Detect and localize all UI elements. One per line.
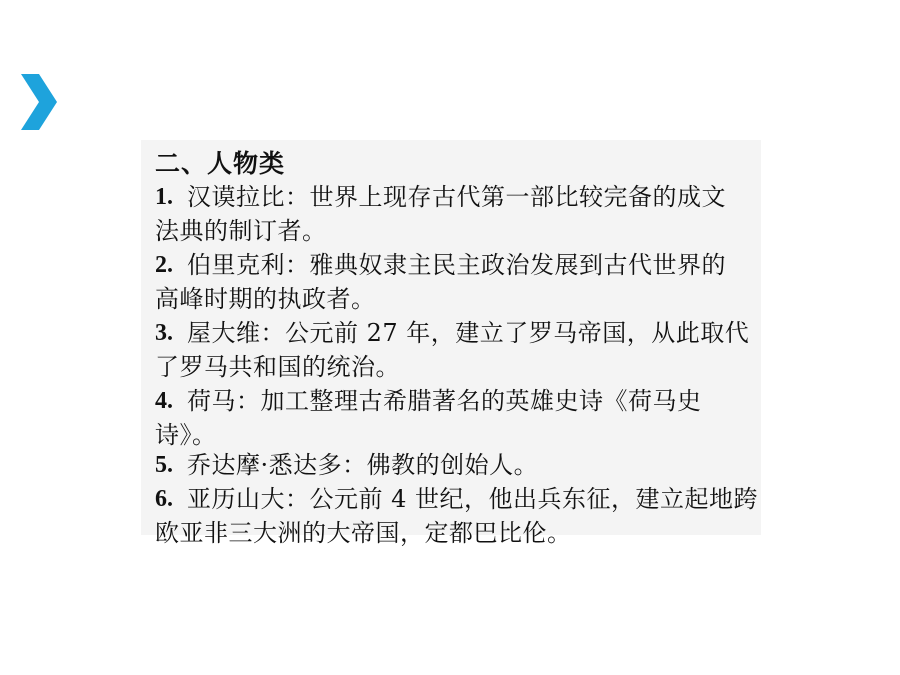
item-text: 伯里克利：雅典奴隶主民主政治发展到古代世界的 (187, 251, 726, 279)
item-number: 1. (155, 184, 173, 210)
item-text: 荷马：加工整理古希腊著名的英雄史诗《荷马史 (187, 387, 702, 415)
item-number: 6. (155, 486, 173, 512)
chevron-right-icon (17, 72, 59, 132)
section-title: 二、人物类 (155, 149, 286, 178)
item-text: 法典的制订者。 (155, 217, 327, 245)
item-text: 亚历山大：公元前 4 世纪，他出兵东征，建立起地跨 (187, 485, 759, 513)
item-number: 5. (155, 452, 173, 478)
content-panel (141, 140, 761, 547)
item-text: 诗》。 (155, 421, 217, 449)
item-text: 高峰时期的执政者。 (155, 285, 376, 313)
item-text: 汉谟拉比：世界上现存古代第一部比较完备的成文 (187, 183, 726, 211)
item-text: 了罗马共和国的统治。 (155, 353, 400, 381)
item-list (141, 140, 761, 547)
item-text: 屋大维：公元前 27 年，建立了罗马帝国，从此取代 (187, 319, 750, 347)
item-number: 2. (155, 252, 173, 278)
item-text: 欧亚非三大洲的大帝国，定都巴比伦。 (155, 519, 572, 547)
item-number: 3. (155, 320, 173, 346)
item-number: 4. (155, 388, 173, 414)
item-text: 乔达摩·悉达多：佛教的创始人。 (187, 451, 539, 479)
